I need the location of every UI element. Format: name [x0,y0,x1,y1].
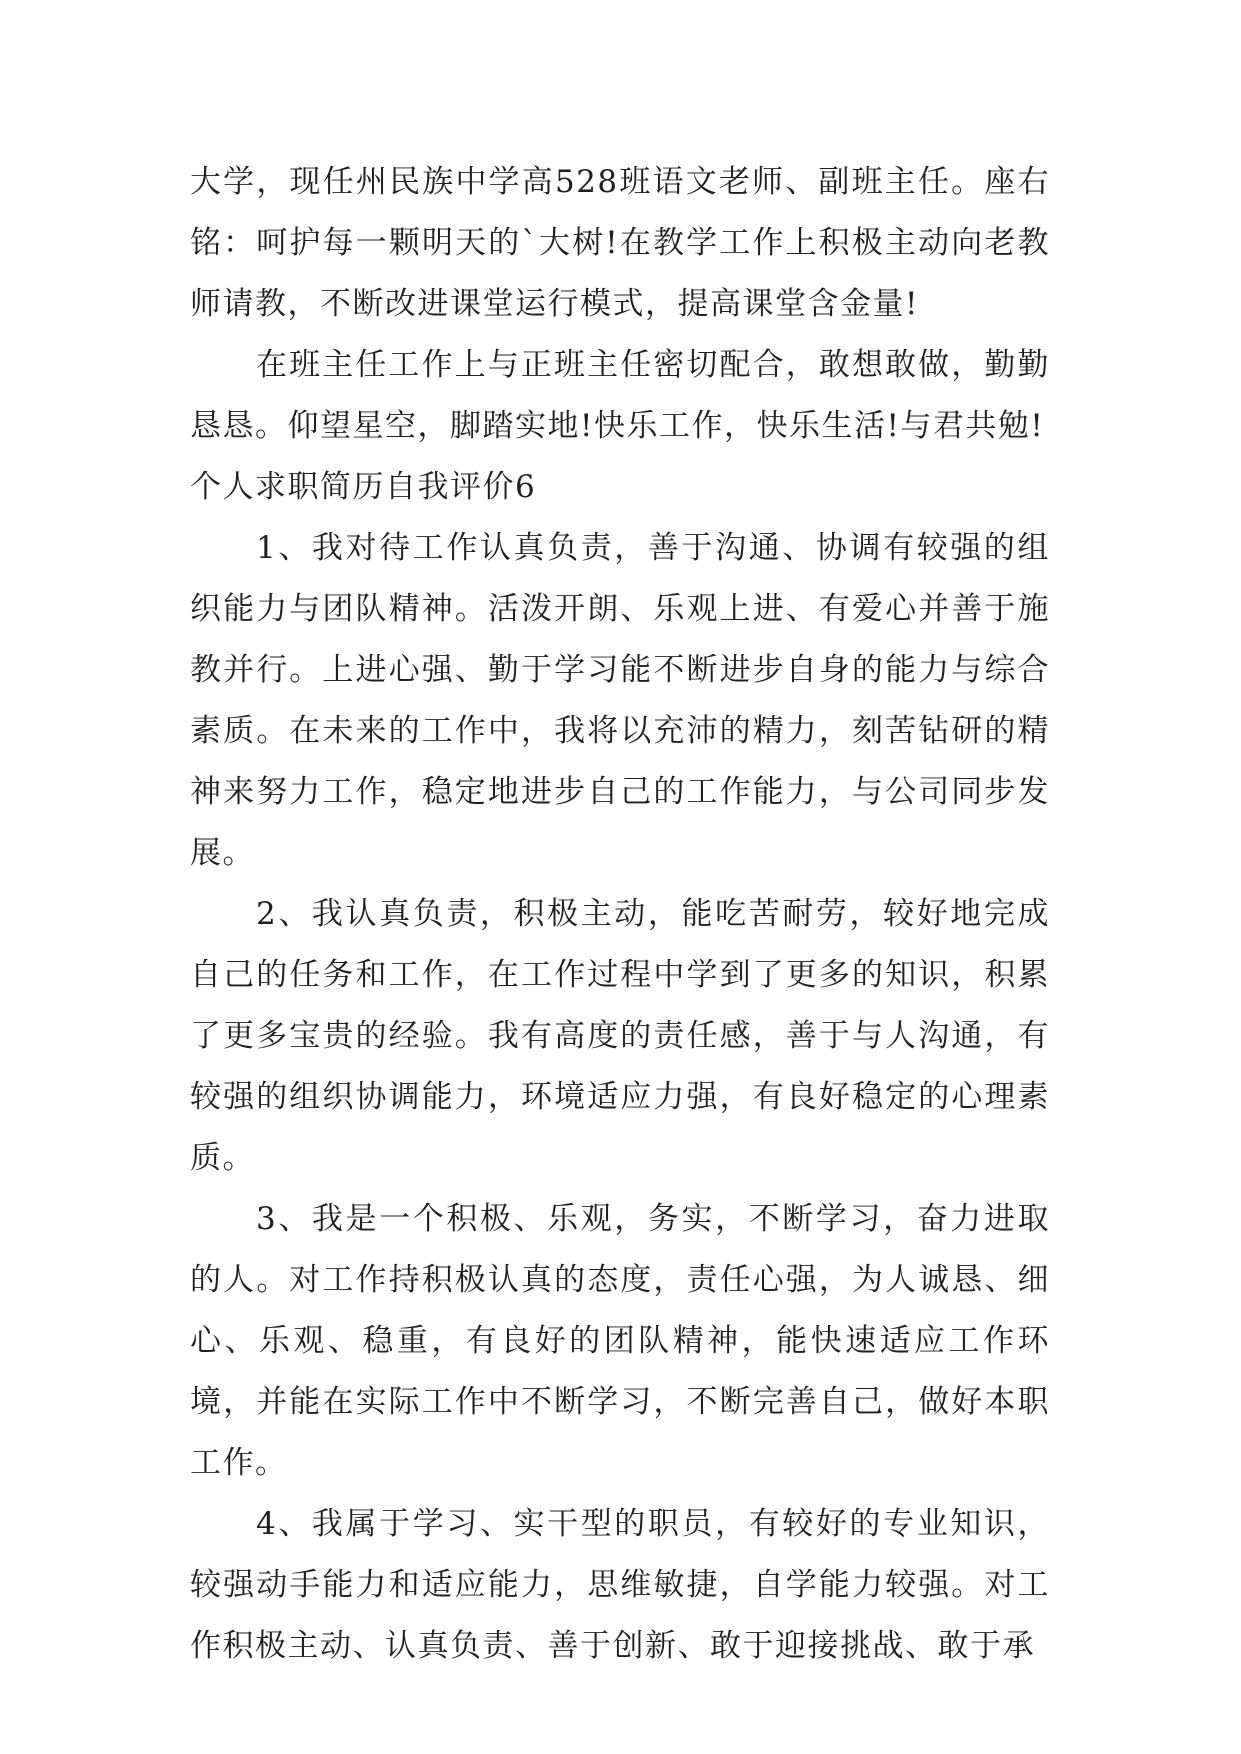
paragraph-item-4: 4、我属于学习、实干型的职员，有较好的专业知识，较强动手能力和适应能力，思维敏捷，自学能力较强。对工作积极主动、认真负责、善于创新、敢于迎接挑战、敢于承 [190,1506,1050,1664]
section-heading: 个人求职简历自我评价6 [190,469,537,505]
paragraph-item-3: 3、我是一个积极、乐观，务实，不断学习，奋力进取的人。对工作持积极认真的态度，责任心强，为人诚恳、细心、乐观、稳重，有良好的团队精神，能快速适应工作环境，并能在实际工作中不断学习，不断完善自己，做好本职工作。 [190,1201,1050,1481]
paragraph-class-teacher-work: 在班主任工作上与正班主任密切配合，敢想敢做，勤勤恳恳。仰望星空，脚踏实地!快乐工作，快乐生活!与君共勉! [190,347,1050,444]
paragraph-item-2: 2、我认真负责，积极主动，能吃苦耐劳，较好地完成自己的任务和工作，在工作过程中学到了更多的知识，积累了更多宝贵的经验。我有高度的责任感，善于与人沟通，有较强的组织协调能力，环境适应力强，有良好稳定的心理素质。 [190,896,1050,1176]
document-body [190,152,1050,1677]
paragraph-item-1: 1、我对待工作认真负责，善于沟通、协调有较强的组织能力与团队精神。活泼开朗、乐观上进、有爱心并善于施教并行。上进心强、勤于学习能不断进步自身的能力与综合素质。在未来的工作中，我将以充沛的精力，刻苦钻研的精神来努力工作，稳定地进步自己的工作能力，与公司同步发展。 [190,530,1050,871]
paragraph-continuation: 大学，现任州民族中学高528班语文老师、副班主任。座右铭：呵护每一颗明天的`大树!在教学工作上积极主动向老教师请教，不断改进课堂运行模式，提高课堂含金量! [190,164,1050,322]
